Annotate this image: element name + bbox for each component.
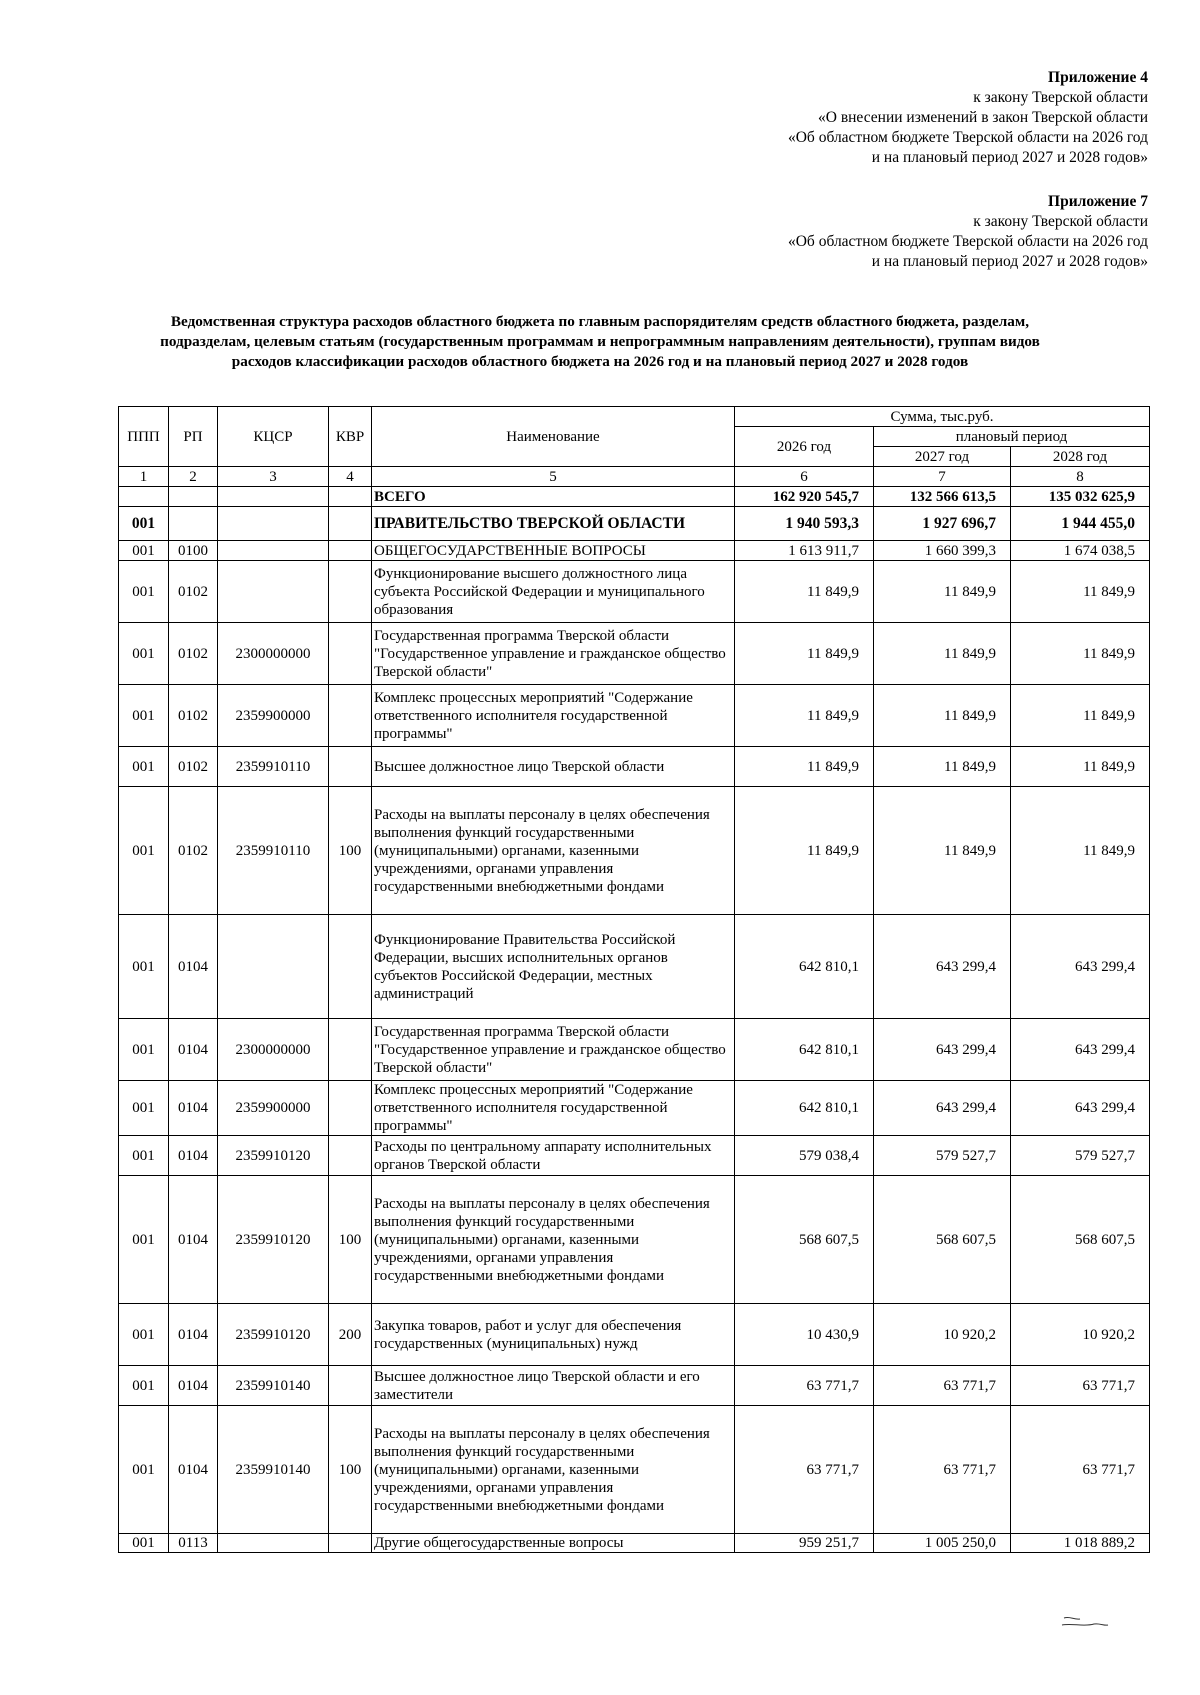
signature-mark: [1060, 1612, 1110, 1632]
cell-rp: 0102: [169, 787, 218, 915]
cell-ppp: 001: [119, 685, 169, 747]
cell-amount-2027: 579 527,7: [874, 1136, 1011, 1176]
appendix-7-line: и на плановый период 2027 и 2028 годов»: [871, 253, 1148, 270]
cell-kvr: [329, 507, 372, 541]
cell-amount-2028: 11 849,9: [1011, 685, 1150, 747]
cell-amount-2027: 11 849,9: [874, 787, 1011, 915]
cell-amount-2028: 63 771,7: [1011, 1366, 1150, 1406]
cell-kcsr: 2359910120: [218, 1304, 329, 1366]
cell-kvr: [329, 1366, 372, 1406]
table-row: [119, 1136, 1150, 1176]
cell-rp: [169, 507, 218, 541]
cell-rp: 0104: [169, 1304, 218, 1366]
cell-ppp: 001: [119, 747, 169, 787]
table-row: [119, 915, 1150, 1019]
cell-ppp: 001: [119, 915, 169, 1019]
cell-amount-2028: 135 032 625,9: [1011, 487, 1150, 507]
cell-kvr: 100: [329, 1406, 372, 1534]
cell-amount-2028: 1 018 889,2: [1011, 1534, 1150, 1553]
cell-amount-2026: 63 771,7: [735, 1406, 874, 1534]
cell-amount-2026: 11 849,9: [735, 787, 874, 915]
cell-amount-2028: 643 299,4: [1011, 1081, 1150, 1136]
table-row: [119, 561, 1150, 623]
cell-rp: 0104: [169, 1366, 218, 1406]
cell-amount-2027: 1 927 696,7: [874, 507, 1011, 541]
cell-ppp: 001: [119, 541, 169, 561]
cell-ppp: 001: [119, 1081, 169, 1136]
table-row: [119, 747, 1150, 787]
cell-ppp: 001: [119, 1136, 169, 1176]
cell-rp: 0102: [169, 685, 218, 747]
cell-amount-2026: 642 810,1: [735, 1081, 874, 1136]
cell-amount-2028: 10 920,2: [1011, 1304, 1150, 1366]
cell-kcsr: 2359910140: [218, 1366, 329, 1406]
cell-name: Государственная программа Тверской области "Государственное управление и гражданское общество Тверской области": [372, 623, 735, 685]
cell-amount-2026: 959 251,7: [735, 1534, 874, 1553]
cell-amount-2027: 643 299,4: [874, 1081, 1011, 1136]
cell-amount-2026: 1 940 593,3: [735, 507, 874, 541]
table-row: [119, 487, 1150, 507]
cell-kcsr: 2359910110: [218, 747, 329, 787]
cell-amount-2026: 1 613 911,7: [735, 541, 874, 561]
cell-amount-2027: 11 849,9: [874, 561, 1011, 623]
header-year-2028: 2028 год: [1011, 447, 1150, 467]
column-number: 4: [329, 467, 372, 487]
cell-amount-2028: 579 527,7: [1011, 1136, 1150, 1176]
cell-rp: 0100: [169, 541, 218, 561]
cell-amount-2027: 11 849,9: [874, 685, 1011, 747]
header-planned-period: плановый период: [874, 427, 1150, 447]
cell-amount-2027: 568 607,5: [874, 1176, 1011, 1304]
cell-rp: 0104: [169, 915, 218, 1019]
appendix-7-block: [788, 192, 1148, 272]
cell-amount-2027: 132 566 613,5: [874, 487, 1011, 507]
cell-kcsr: 2359910140: [218, 1406, 329, 1534]
table-row: [119, 787, 1150, 915]
cell-kvr: 200: [329, 1304, 372, 1366]
cell-name: Другие общегосударственные вопросы: [372, 1534, 735, 1553]
cell-name: Расходы на выплаты персоналу в целях обеспечения выполнения функций государственными (муниципальными) органами, казенными учреждениями, органами управления государственными внебюджетными фондами: [372, 1406, 735, 1534]
appendix-4-title: Приложение 4: [1048, 69, 1148, 86]
cell-kvr: [329, 623, 372, 685]
cell-kcsr: 2359910120: [218, 1136, 329, 1176]
cell-amount-2028: 11 849,9: [1011, 787, 1150, 915]
cell-kcsr: [218, 915, 329, 1019]
table-row: [119, 1366, 1150, 1406]
cell-kcsr: 2359900000: [218, 1081, 329, 1136]
cell-name: Комплекс процессных мероприятий "Содержание ответственного исполнителя государственной программы": [372, 685, 735, 747]
cell-amount-2027: 1 005 250,0: [874, 1534, 1011, 1553]
cell-amount-2028: 1 674 038,5: [1011, 541, 1150, 561]
column-number: 5: [372, 467, 735, 487]
header-ppp: ППП: [119, 407, 169, 467]
cell-ppp: 001: [119, 1304, 169, 1366]
document-title-line: Ведомственная структура расходов областного бюджета по главным распорядителям средств областного бюджета, разделам,: [170, 313, 1030, 330]
table-row: [119, 1304, 1150, 1366]
document-title-line: подразделам, целевым статьям (государственным программам и непрограммным направлениям деятельности), группам видов: [160, 333, 1040, 350]
cell-kcsr: 2300000000: [218, 623, 329, 685]
cell-kcsr: 2359910110: [218, 787, 329, 915]
cell-amount-2028: 643 299,4: [1011, 915, 1150, 1019]
cell-amount-2028: 63 771,7: [1011, 1406, 1150, 1534]
table-row: [119, 541, 1150, 561]
cell-kvr: [329, 541, 372, 561]
cell-amount-2026: 63 771,7: [735, 1366, 874, 1406]
appendix-4-line: к закону Тверской области: [973, 89, 1148, 106]
cell-rp: 0104: [169, 1406, 218, 1534]
document-title-line: расходов классификации расходов областного бюджета на 2026 год и на плановый период 2027 и 2028 годов: [231, 353, 969, 370]
cell-rp: [169, 487, 218, 507]
cell-amount-2026: 568 607,5: [735, 1176, 874, 1304]
table-row: [119, 1534, 1150, 1553]
appendix-7-line: к закону Тверской области: [973, 213, 1148, 230]
appendix-4-block: [788, 68, 1148, 168]
cell-kvr: [329, 1136, 372, 1176]
cell-amount-2026: 579 038,4: [735, 1136, 874, 1176]
cell-rp: 0104: [169, 1136, 218, 1176]
header-rp: РП: [169, 407, 218, 467]
cell-amount-2028: 1 944 455,0: [1011, 507, 1150, 541]
cell-amount-2027: 63 771,7: [874, 1366, 1011, 1406]
cell-amount-2028: 11 849,9: [1011, 623, 1150, 685]
header-year-2027: 2027 год: [874, 447, 1011, 467]
table-row: [119, 1019, 1150, 1081]
cell-amount-2026: 11 849,9: [735, 747, 874, 787]
cell-amount-2028: 568 607,5: [1011, 1176, 1150, 1304]
cell-kvr: [329, 747, 372, 787]
cell-amount-2027: 643 299,4: [874, 1019, 1011, 1081]
cell-amount-2026: 11 849,9: [735, 623, 874, 685]
table-row: [119, 685, 1150, 747]
header-kvr: КВР: [329, 407, 372, 467]
cell-ppp: 001: [119, 507, 169, 541]
cell-amount-2027: 10 920,2: [874, 1304, 1011, 1366]
cell-ppp: 001: [119, 1176, 169, 1304]
header-sum: Сумма, тыс.руб.: [735, 407, 1150, 427]
budget-table-body: [119, 487, 1150, 1553]
column-number: 6: [735, 467, 874, 487]
table-row: [119, 1406, 1150, 1534]
cell-kvr: [329, 487, 372, 507]
cell-rp: 0104: [169, 1081, 218, 1136]
cell-kvr: [329, 1019, 372, 1081]
cell-kvr: [329, 561, 372, 623]
header-kcsr: КЦСР: [218, 407, 329, 467]
cell-ppp: 001: [119, 1019, 169, 1081]
cell-kcsr: [218, 541, 329, 561]
cell-amount-2026: 10 430,9: [735, 1304, 874, 1366]
cell-kcsr: [218, 507, 329, 541]
cell-kvr: [329, 1534, 372, 1553]
cell-kcsr: 2359900000: [218, 685, 329, 747]
cell-name: Функционирование высшего должностного лица субъекта Российской Федерации и муниципального образования: [372, 561, 735, 623]
cell-amount-2027: 11 849,9: [874, 747, 1011, 787]
cell-rp: 0113: [169, 1534, 218, 1553]
appendix-7-title: Приложение 7: [1048, 193, 1148, 210]
header-year-2026: 2026 год: [735, 427, 874, 467]
column-number: 3: [218, 467, 329, 487]
cell-ppp: 001: [119, 1534, 169, 1553]
cell-amount-2026: 642 810,1: [735, 915, 874, 1019]
cell-amount-2026: 11 849,9: [735, 685, 874, 747]
cell-ppp: 001: [119, 787, 169, 915]
cell-kvr: [329, 915, 372, 1019]
cell-kvr: 100: [329, 1176, 372, 1304]
cell-rp: 0104: [169, 1019, 218, 1081]
cell-amount-2028: 11 849,9: [1011, 747, 1150, 787]
cell-amount-2026: 642 810,1: [735, 1019, 874, 1081]
cell-name: ПРАВИТЕЛЬСТВО ТВЕРСКОЙ ОБЛАСТИ: [372, 507, 735, 541]
cell-rp: 0102: [169, 561, 218, 623]
cell-name: Государственная программа Тверской области "Государственное управление и гражданское общество Тверской области": [372, 1019, 735, 1081]
table-row: [119, 623, 1150, 685]
cell-kcsr: 2300000000: [218, 1019, 329, 1081]
cell-name: Комплекс процессных мероприятий "Содержание ответственного исполнителя государственной программы": [372, 1081, 735, 1136]
cell-rp: 0102: [169, 747, 218, 787]
cell-name: ВСЕГО: [372, 487, 735, 507]
cell-amount-2027: 63 771,7: [874, 1406, 1011, 1534]
cell-amount-2028: 643 299,4: [1011, 1019, 1150, 1081]
column-number: 1: [119, 467, 169, 487]
cell-kcsr: [218, 1534, 329, 1553]
cell-name: Высшее должностное лицо Тверской области: [372, 747, 735, 787]
cell-name: Функционирование Правительства Российской Федерации, высших исполнительных органов субъектов Российской Федерации, местных администраций: [372, 915, 735, 1019]
cell-amount-2027: 643 299,4: [874, 915, 1011, 1019]
table-row: [119, 1081, 1150, 1136]
cell-ppp: 001: [119, 623, 169, 685]
cell-kcsr: [218, 487, 329, 507]
appendix-4-line: и на плановый период 2027 и 2028 годов»: [871, 149, 1148, 166]
cell-name: Расходы по центральному аппарату исполнительных органов Тверской области: [372, 1136, 735, 1176]
cell-kvr: [329, 685, 372, 747]
document-title: [140, 312, 1060, 372]
cell-amount-2027: 1 660 399,3: [874, 541, 1011, 561]
cell-kcsr: 2359910120: [218, 1176, 329, 1304]
cell-ppp: 001: [119, 1366, 169, 1406]
cell-name: Высшее должностное лицо Тверской области и его заместители: [372, 1366, 735, 1406]
cell-rp: 0102: [169, 623, 218, 685]
cell-ppp: 001: [119, 1406, 169, 1534]
cell-kvr: 100: [329, 787, 372, 915]
table-row: [119, 507, 1150, 541]
header-name: Наименование: [372, 407, 735, 467]
appendix-4-line: «О внесении изменений в закон Тверской области: [818, 109, 1148, 126]
column-number: 8: [1011, 467, 1150, 487]
cell-name: ОБЩЕГОСУДАРСТВЕННЫЕ ВОПРОСЫ: [372, 541, 735, 561]
cell-kcsr: [218, 561, 329, 623]
column-number: 7: [874, 467, 1011, 487]
cell-rp: 0104: [169, 1176, 218, 1304]
appendix-4-line: «Об областном бюджете Тверской области на 2026 год: [787, 129, 1148, 146]
cell-amount-2026: 162 920 545,7: [735, 487, 874, 507]
table-row: [119, 1176, 1150, 1304]
appendix-7-line: «Об областном бюджете Тверской области на 2026 год: [787, 233, 1148, 250]
column-number: 2: [169, 467, 218, 487]
budget-table: [118, 406, 1150, 1553]
cell-ppp: [119, 487, 169, 507]
cell-amount-2028: 11 849,9: [1011, 561, 1150, 623]
cell-amount-2026: 11 849,9: [735, 561, 874, 623]
cell-name: Закупка товаров, работ и услуг для обеспечения государственных (муниципальных) нужд: [372, 1304, 735, 1366]
cell-kvr: [329, 1081, 372, 1136]
cell-amount-2027: 11 849,9: [874, 623, 1011, 685]
cell-name: Расходы на выплаты персоналу в целях обеспечения выполнения функций государственными (муниципальными) органами, казенными учреждениями, органами управления государственными внебюджетными фондами: [372, 1176, 735, 1304]
cell-name: Расходы на выплаты персоналу в целях обеспечения выполнения функций государственными (муниципальными) органами, казенными учреждениями, органами управления государственными внебюджетными фондами: [372, 787, 735, 915]
cell-ppp: 001: [119, 561, 169, 623]
